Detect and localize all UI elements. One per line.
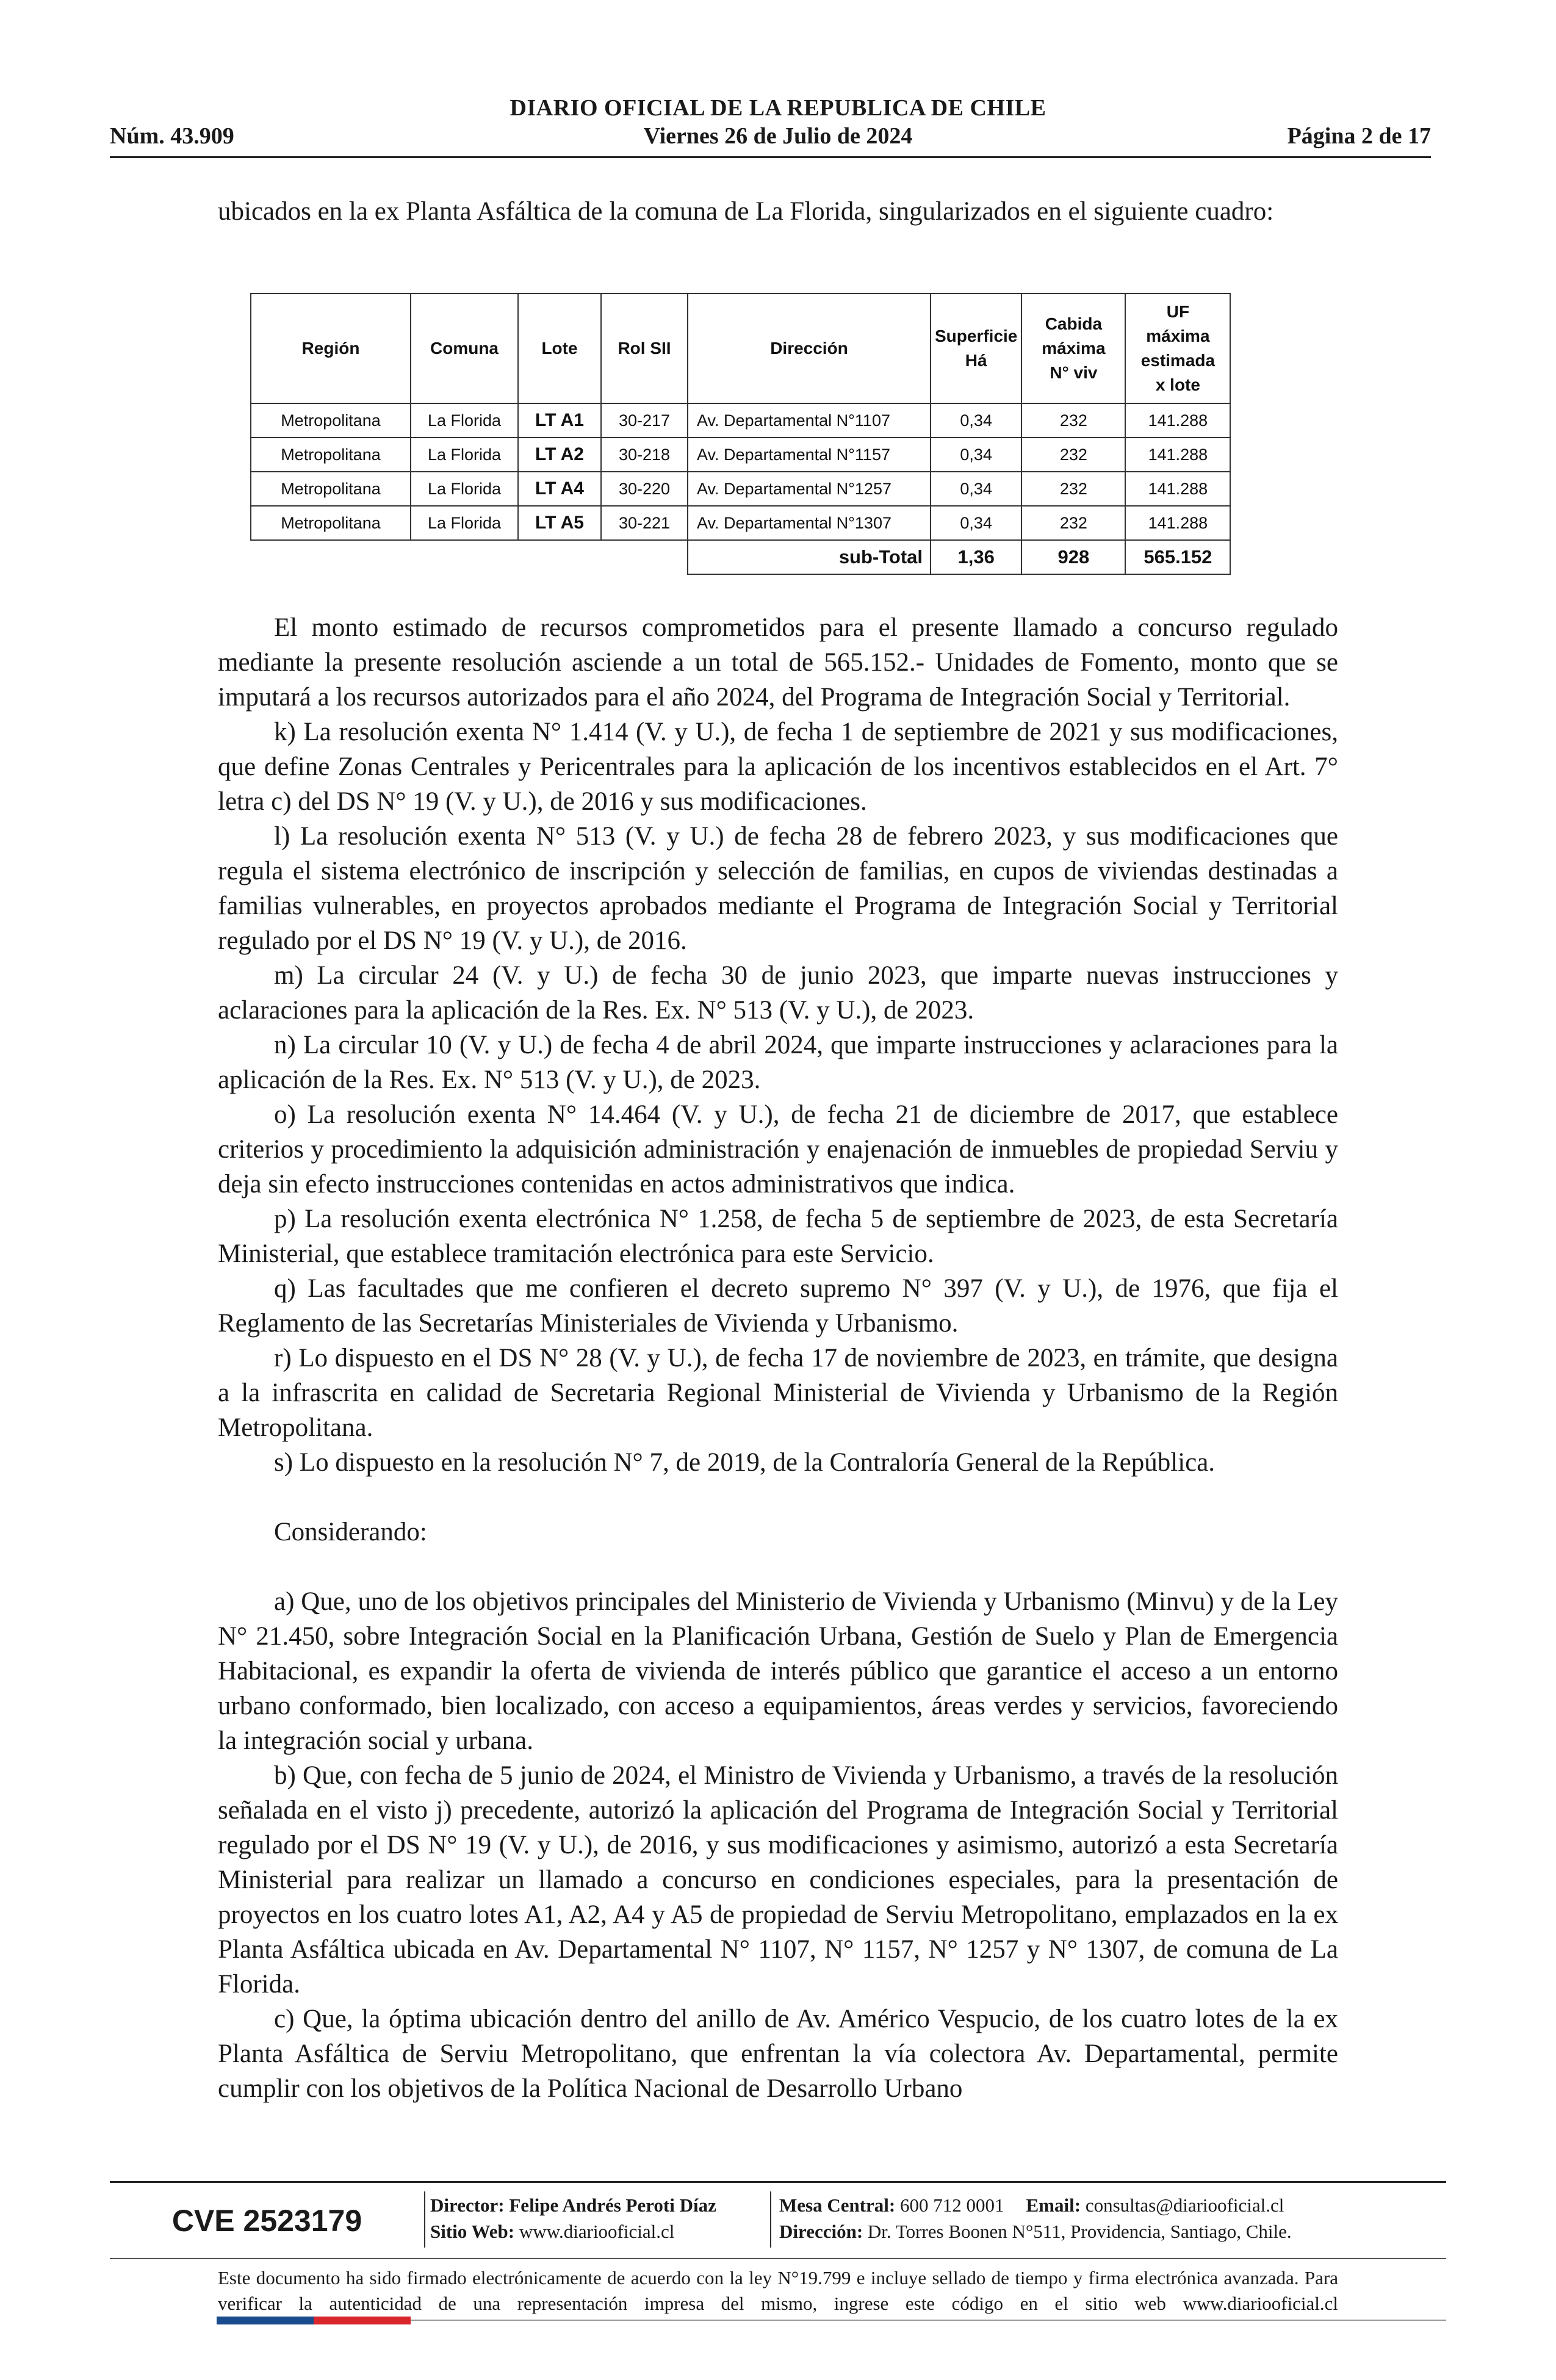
paragraph: n) La circular 10 (V. y U.) de fecha 4 de abril 2024, que imparte instrucciones y aclaraciones para la aplicación de la Res. Ex. N° 513 (V. y U.), de 2023. — [218, 1031, 1338, 1094]
cell-superficie: 0,34 — [931, 403, 1021, 438]
director-label: Director: — [430, 2194, 505, 2216]
director-name: Felipe Andrés Peroti Díaz — [509, 2194, 716, 2216]
footer-divider — [110, 2181, 1446, 2183]
cell-superficie: 0,34 — [931, 506, 1021, 540]
paragraph: l) La resolución exenta N° 513 (V. y U.) de fecha 28 de febrero 2023, y sus modificaciones que regula el sistema electrónico de inscripción y selección de familias, en cupos de viviendas destinadas a familias vulnerables, en proyectos aprobados mediante el Programa de Integración Social y Territorial regulado por el DS N° 19 (V. y U.), de 2016. — [218, 822, 1338, 955]
web-link[interactable]: www.diariooficial.cl — [519, 2221, 675, 2242]
footer-director-block — [430, 2192, 769, 2245]
cell-lote: LT A5 — [518, 506, 601, 540]
cell-rol: 30-218 — [601, 438, 688, 472]
flag-red-band — [314, 2317, 411, 2324]
address-value: Dr. Torres Boonen N°511, Providencia, Santiago, Chile. — [867, 2221, 1292, 2242]
address-label: Dirección: — [779, 2221, 863, 2242]
cell-rol: 30-220 — [601, 472, 688, 506]
cell-cabida: 232 — [1021, 506, 1125, 540]
email-link[interactable]: consultas@diariooficial.cl — [1085, 2194, 1284, 2216]
header-direccion: Dirección — [688, 294, 931, 403]
footer-divider — [110, 2258, 1446, 2259]
cell-comuna: La Florida — [411, 472, 518, 506]
cell-region: Metropolitana — [251, 472, 411, 506]
cell-comuna: La Florida — [411, 403, 518, 438]
intro-block — [218, 194, 1338, 229]
subtotal-superficie: 1,36 — [931, 540, 1021, 574]
page-indicator: Página 2 de 17 — [1287, 123, 1431, 149]
cell-direccion: Av. Departamental N°1257 — [688, 472, 931, 506]
considerando-paragraph: c) Que, la óptima ubicación dentro del anillo de Av. Américo Vespucio, de los cuatro lotes de la ex Planta Asfáltica de Serviu Metropolitano, que enfrentan la vía colectora Av. Departamental, permite cumplir con los objetivos de la Política Nacional de Desarrollo Urbano — [218, 2005, 1338, 2103]
footer-separator — [770, 2191, 771, 2248]
considerando-paragraph: a) Que, uno de los objetivos principales del Ministerio de Vivienda y Urbanismo (Minvu) y de la Ley N° 21.450, sobre Integración Social en la Planificación Urbana, Gestión de Suelo y Plan de Emergencia Habitacional, es expandir la oferta de vivienda de interés público que garantice el acceso a un entorno urbano conformado, bien localizado, con acceso a equipamientos, áreas verdes y servicios, favoreciendo la integración social y urbana. — [218, 1587, 1338, 1755]
paragraph: o) La resolución exenta N° 14.464 (V. y U.), de fecha 21 de diciembre de 2017, que establece criterios y procedimiento la adquisición administración y enajenación de inmuebles de propiedad Serviu y deja sin efecto instrucciones contenidas en actos administrativos que indica. — [218, 1100, 1338, 1199]
header-uf: UF máxima estimada x lote — [1125, 294, 1230, 403]
cell-uf: 141.288 — [1125, 506, 1230, 540]
footer-contact-block — [779, 2192, 1389, 2245]
cell-superficie: 0,34 — [931, 472, 1021, 506]
cell-direccion: Av. Departamental N°1107 — [688, 403, 931, 438]
cell-region: Metropolitana — [251, 506, 411, 540]
cve-code: CVE 2523179 — [171, 2204, 362, 2238]
header-region: Región — [251, 294, 411, 403]
subtotal-uf: 565.152 — [1125, 540, 1230, 574]
cell-cabida: 232 — [1021, 438, 1125, 472]
table-subtotal-row — [251, 540, 1230, 574]
paragraph: k) La resolución exenta N° 1.414 (V. y U.), de fecha 1 de septiembre de 2021 y sus modificaciones, que define Zonas Centrales y Pericentrales para la aplicación de los incentivos establecidos en el Art. 7° letra c) del DS N° 19 (V. y U.), de 2016 y sus modificaciones. — [218, 718, 1338, 816]
footer-bottom-rule — [411, 2320, 1446, 2321]
cell-cabida: 232 — [1021, 403, 1125, 438]
signature-note: Este documento ha sido firmado electrónicamente de acuerdo con la ley N°19.799 e incluye sellado de tiempo y firma electrónica avanzada. Para verificar la autenticidad de una representación impresa del mismo, ingrese este código en el sitio web www.diariooficial.cl — [218, 2267, 1338, 2314]
subtotal-cabida: 928 — [1021, 540, 1125, 574]
cell-region: Metropolitana — [251, 403, 411, 438]
footer-separator — [424, 2191, 425, 2248]
cell-comuna: La Florida — [411, 506, 518, 540]
considerando-heading: Considerando: — [274, 1518, 427, 1546]
cell-direccion: Av. Departamental N°1307 — [688, 506, 931, 540]
header-cabida: Cabida máxima N° viv — [1021, 294, 1125, 403]
considerando-paragraph: b) Que, con fecha de 5 junio de 2024, el Ministro de Vivienda y Urbanismo, a través de la resolución señalada en el visto j) precedente, autorizó la aplicación del Programa de Integración Social y Territorial regulado por el DS N° 19 (V. y U.), de 2016, y sus modificaciones y asimismo, autorizó a esta Secretaría Ministerial para realizar un llamado a concurso en condiciones especiales, para la presentación de proyectos en los cuatro lotes A1, A2, A4 y A5 de propiedad de Serviu Metropolitano, emplazados en la ex Planta Asfáltica ubicada en Av. Departamental N° 1107, N° 1157, N° 1257 y N° 1307, de comuna de La Florida. — [218, 1761, 1338, 1999]
cell-rol: 30-221 — [601, 506, 688, 540]
table-row — [251, 506, 1230, 540]
subtotal-label: sub-Total — [688, 540, 931, 574]
cell-superficie: 0,34 — [931, 438, 1021, 472]
header-comuna: Comuna — [411, 294, 518, 403]
newspaper-title: DIARIO OFICIAL DE LA REPUBLICA DE CHILE — [510, 95, 1046, 121]
cell-uf: 141.288 — [1125, 438, 1230, 472]
cell-uf: 141.288 — [1125, 472, 1230, 506]
header-divider — [110, 156, 1431, 158]
flag-stripe — [217, 2317, 411, 2324]
issue-number: Núm. 43.909 — [110, 123, 234, 149]
cell-lote: LT A2 — [518, 438, 601, 472]
paragraph: p) La resolución exenta electrónica N° 1.258, de fecha 5 de septiembre de 2023, de esta Secretaría Ministerial, que establece tramitación electrónica para este Servicio. — [218, 1205, 1338, 1268]
cell-lote: LT A4 — [518, 472, 601, 506]
table-row — [251, 438, 1230, 472]
cell-rol: 30-217 — [601, 403, 688, 438]
paragraph: m) La circular 24 (V. y U.) de fecha 30 de junio 2023, que imparte nuevas instrucciones y aclaraciones para la aplicación de la Res. Ex. N° 513 (V. y U.), de 2023. — [218, 961, 1338, 1025]
issue-date: Viernes 26 de Julio de 2024 — [643, 123, 913, 149]
mesa-label: Mesa Central: — [779, 2194, 896, 2216]
cell-uf: 141.288 — [1125, 403, 1230, 438]
email-label: Email: — [1026, 2194, 1081, 2216]
cell-lote: LT A1 — [518, 403, 601, 438]
lots-table — [250, 293, 1231, 575]
flag-blue-band — [217, 2317, 314, 2324]
table-row — [251, 403, 1230, 438]
paragraph: s) Lo dispuesto en la resolución N° 7, de 2019, de la Contraloría General de la República. — [274, 1448, 1216, 1477]
cell-comuna: La Florida — [411, 438, 518, 472]
cell-direccion: Av. Departamental N°1157 — [688, 438, 931, 472]
paragraph: r) Lo dispuesto en el DS N° 28 (V. y U.), de fecha 17 de noviembre de 2023, en trámite, que designa a la infrascrita en calidad de Secretaria Regional Ministerial de Vivienda y Urbanismo de la Región Metropolitana. — [218, 1344, 1338, 1442]
paragraph: El monto estimado de recursos comprometidos para el presente llamado a concurso regulado mediante la presente resolución asciende a un total de 565.152.- Unidades de Fomento, monto que se imputará a los recursos autorizados para el año 2024, del Programa de Integración Social y Territorial. — [218, 613, 1338, 712]
mesa-phone: 600 712 0001 — [900, 2194, 1004, 2216]
cell-cabida: 232 — [1021, 472, 1125, 506]
body-text — [218, 610, 1338, 2106]
header-rol: Rol SII — [601, 294, 688, 403]
paragraph: q) Las facultades que me confieren el decreto supremo N° 397 (V. y U.), de 1976, que fija el Reglamento de las Secretarías Ministeriales de Vivienda y Urbanismo. — [218, 1274, 1338, 1338]
cell-region: Metropolitana — [251, 438, 411, 472]
header-superficie: Superficie Há — [931, 294, 1021, 403]
header-lote: Lote — [518, 294, 601, 403]
table-row — [251, 472, 1230, 506]
table-header-row — [251, 294, 1230, 403]
web-label: Sitio Web: — [430, 2221, 515, 2242]
intro-paragraph: ubicados en la ex Planta Asfáltica de la comuna de La Florida, singularizados en el siguiente cuadro: — [218, 197, 1274, 226]
